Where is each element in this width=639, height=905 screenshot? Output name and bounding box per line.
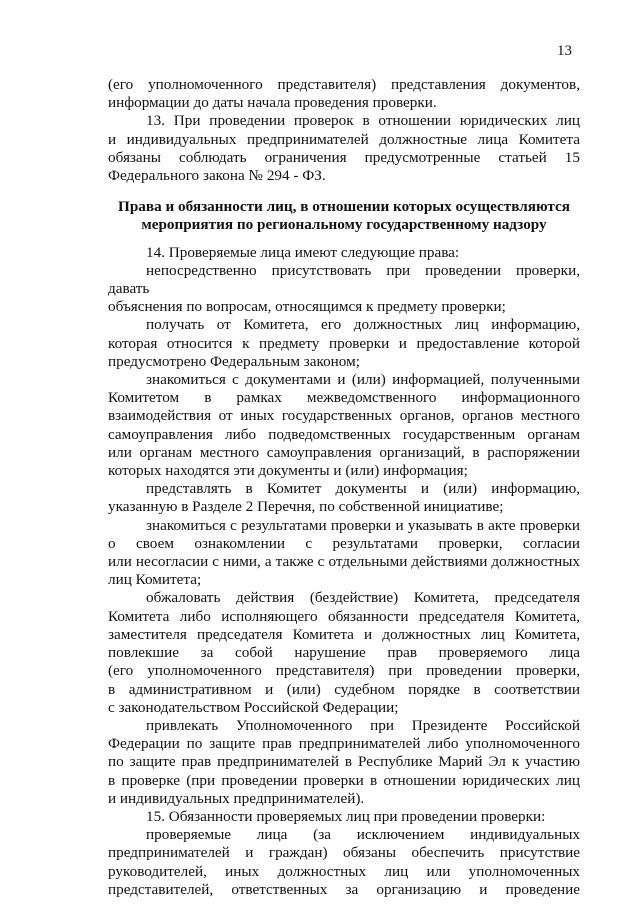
bottom-paragraphs	[108, 244, 580, 899]
text-line: 15. Обязанности проверяемых лиц при проведении проверки:	[146, 807, 546, 825]
text-line: в административном и (или) судебном порядке в соответствии	[108, 680, 580, 698]
text-line: которая относится к предмету проверки и предоставление которой	[108, 334, 580, 352]
text-line: о своем ознакомлении с результатами проверки, согласии	[108, 534, 580, 552]
section-heading-line-2: мероприятия по региональному государственному надзору	[141, 216, 547, 234]
text-line: предусмотрено Федеральным законом;	[108, 352, 360, 370]
text-line: получать от Комитета, его должностных лиц информацию,	[146, 316, 580, 334]
text-line: и индивидуальных предпринимателей).	[108, 789, 365, 807]
top-paragraphs	[108, 76, 580, 185]
text-line: проверяемые лица (за исключением индивидуальных	[146, 826, 580, 844]
text-line: знакомиться с документами и (или) информацией, полученными	[146, 371, 580, 389]
text-line: Комитетом в рамках межведомственного информационного	[108, 389, 580, 407]
document-body	[108, 76, 580, 899]
text-line: в проверке (при проведении проверки в отношении юридических лиц	[108, 771, 580, 789]
text-line: взаимодействия от иных государственных органов, органов местного	[108, 407, 580, 425]
text-line: Федерации по защите прав предпринимателей либо уполномоченного	[108, 735, 580, 753]
text-line: привлекать Уполномоченного при Президенте Российской	[146, 716, 580, 734]
text-line: представлять в Комитет документы и (или) информацию,	[146, 480, 580, 498]
text-line: обязаны соблюдать ограничения предусмотренные статьей 15	[108, 148, 580, 166]
text-line: непосредственно присутствовать при проведении проверки, давать	[108, 261, 580, 298]
text-line: Комитета либо исполняющего обязанности председателя Комитета,	[108, 607, 580, 625]
text-line: Федерального закона № 294 - ФЗ.	[108, 167, 326, 185]
text-line: и индивидуальных предпринимателей должностные лица Комитета	[108, 130, 580, 148]
text-line: информации до даты начала проведения проверки.	[108, 94, 437, 112]
section-heading	[108, 198, 580, 234]
section-heading-line-1: Права и обязанности лиц, в отношении которых осуществляются	[118, 198, 570, 216]
text-line: (его уполномоченного представителя) представления документов,	[108, 76, 580, 93]
text-line: 14. Проверяемые лица имеют следующие права:	[146, 243, 460, 261]
text-line: знакомиться с результатами проверки и указывать в акте проверки	[146, 516, 580, 534]
text-line: объяснения по вопросам, относящимся к предмету проверки;	[108, 298, 506, 316]
text-line: руководителей, иных должностных лиц или уполномоченных	[108, 862, 580, 880]
text-line: или несогласии с ними, а также с отдельными действиями должностных	[108, 553, 580, 571]
text-line: повлекшие за собой нарушение прав проверяемого лица	[108, 644, 580, 662]
text-line: которых находятся эти документы и (или) информация;	[108, 462, 468, 480]
text-line: по защите прав предпринимателей в Республике Марий Эл к участию	[108, 753, 580, 771]
text-line: 13. При проведении проверок в отношении юридических лиц	[146, 112, 580, 130]
text-line: указанную в Разделе 2 Перечня, по собственной инициативе;	[108, 498, 504, 516]
text-line: самоуправления либо подведомственных государственным органам	[108, 425, 580, 443]
text-line: лиц Комитета;	[108, 571, 202, 589]
text-line: представителей, ответственных за организацию и проведение	[108, 880, 580, 898]
text-line: (его уполномоченного представителя) при проведении проверки,	[108, 662, 580, 680]
page-number: 13	[557, 43, 572, 59]
text-line: с законодательством Российской Федерации;	[108, 698, 399, 716]
text-line: обжаловать действия (бездействие) Комитета, председателя	[146, 589, 580, 607]
text-line: заместителя председателя Комитета и должностных лиц Комитета,	[108, 625, 580, 643]
text-line: или органам местного самоуправления организаций, в распоряжении	[108, 443, 580, 461]
text-line: предпринимателей и граждан) обязаны обеспечить присутствие	[108, 844, 580, 862]
